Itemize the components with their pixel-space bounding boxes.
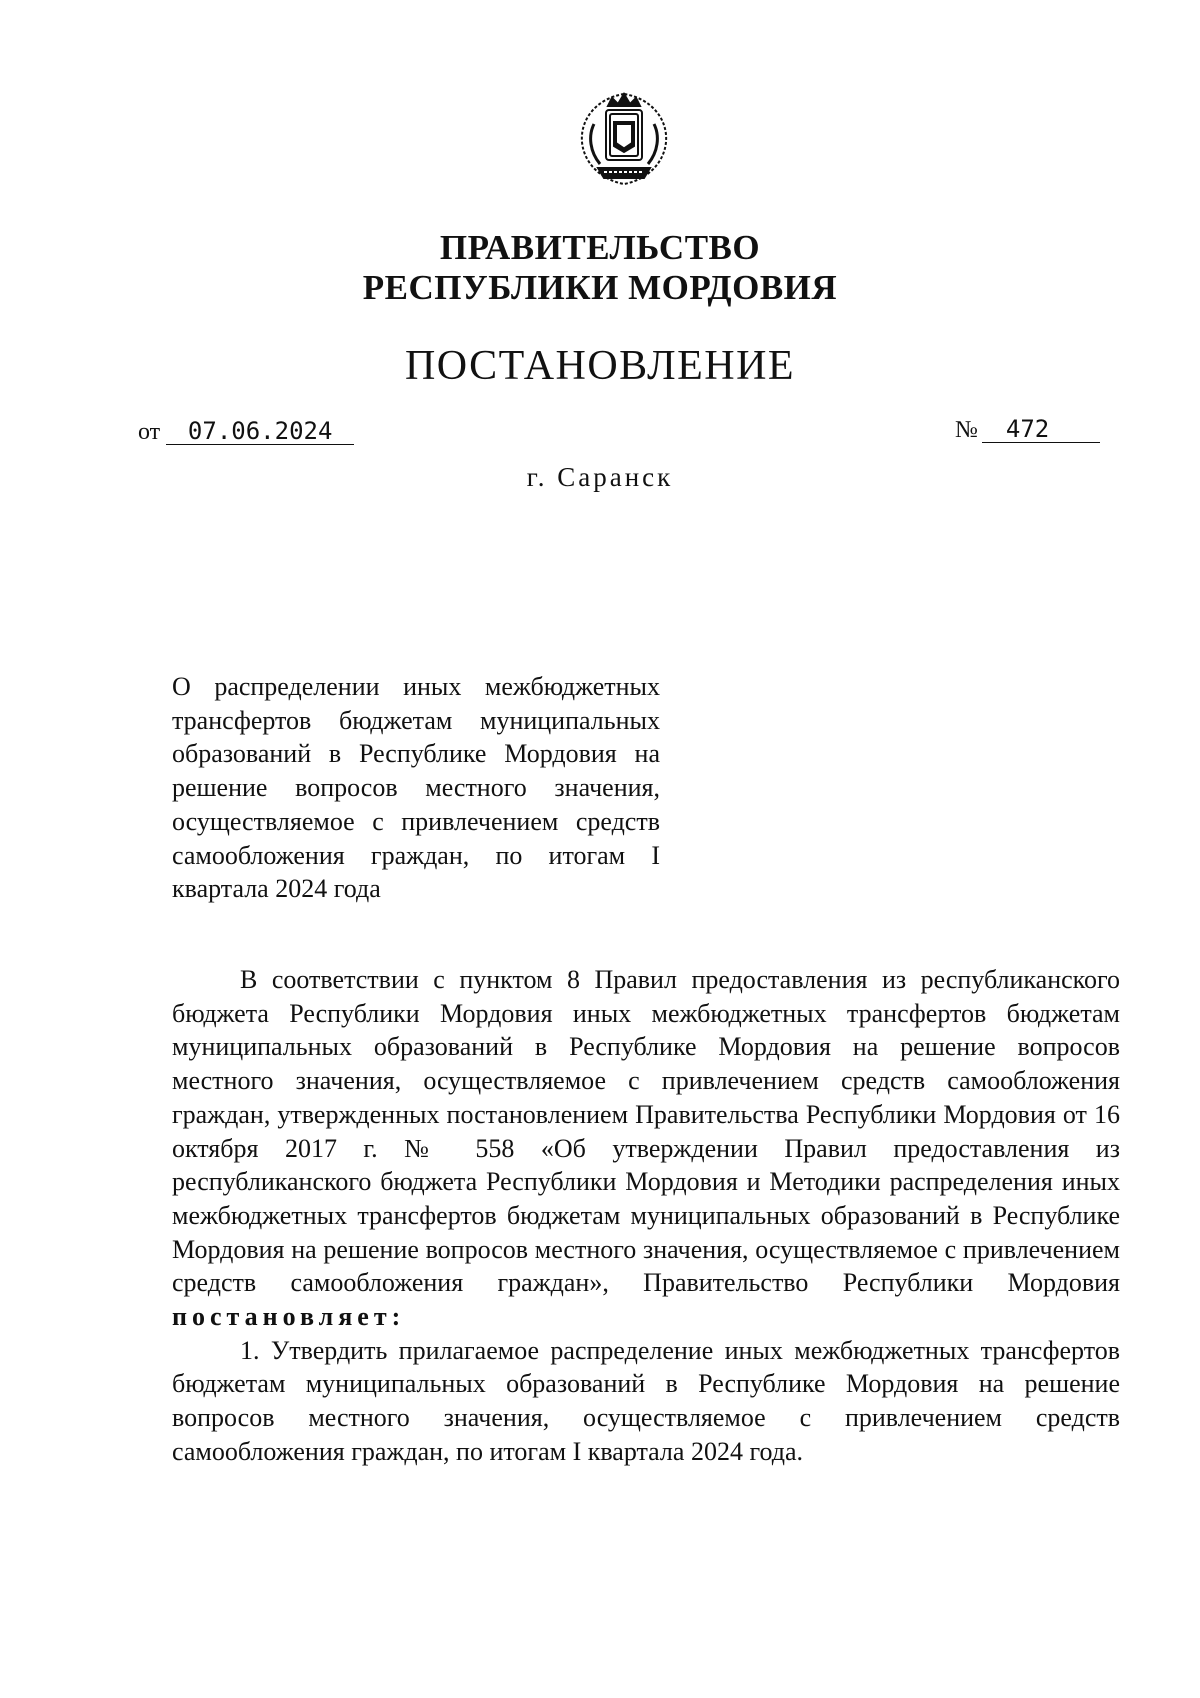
number-row (955, 416, 1100, 444)
org-name-line-2: РЕСПУБЛИКИ МОРДОВИЯ (362, 268, 838, 307)
number-prefix: № (955, 417, 978, 443)
preamble-paragraph (172, 963, 1120, 1334)
document-date: 07.06.2024 (166, 418, 354, 445)
document-subject: О распределении иных межбюджетных трансфертов бюджетам муниципальных образований в Республике Мордовия на решение вопросов местного значения, осуществляемое с привлечением средств самообложения граждан, по итогам I квартала 2024 года (172, 672, 660, 904)
document-type: ПОСТАНОВЛЕНИЕ (404, 343, 796, 389)
document-body (172, 963, 1120, 1469)
city: г. Саранск (526, 462, 674, 492)
point-1-paragraph: 1. Утвердить прилагаемое распределение иных межбюджетных трансфертов бюджетам муниципальных образований в Республике Мордовия на решение вопросов местного значения, осуществляемое с привлечением средств самообложения граждан, по итогам I квартала 2024 года. (172, 1335, 1120, 1466)
date-row (138, 418, 354, 446)
date-prefix: от (138, 419, 161, 445)
org-name-line-1: ПРАВИТЕЛЬСТВО (439, 228, 761, 267)
coat-of-arms-icon (568, 84, 680, 192)
document-number: 472 (982, 416, 1100, 443)
preamble-text: В соответствии с пунктом 8 Правил предоставления из республиканского бюджета Республики Мордовия иных межбюджетных трансфертов бюджетам муниципальных образований в Республике Мордовия на решение вопросов местного значения, осуществляемое с привлечением средств самообложения граждан, утвержденных постановлением Правительства Республики Мордовия от 16 октября 2017 г. № 558 «Об утверждении Правил предоставления из республиканского бюджета Республики Мордовия и Методики распределения иных межбюджетных трансфертов бюджетам муниципальных образований в Республике Мордовия на решение вопросов местного значения, осуществляемое с привлечением средств самообложения граждан», Правительство Республики Мордовия (172, 965, 1120, 1298)
decree-word: постановляет: (172, 1302, 406, 1332)
